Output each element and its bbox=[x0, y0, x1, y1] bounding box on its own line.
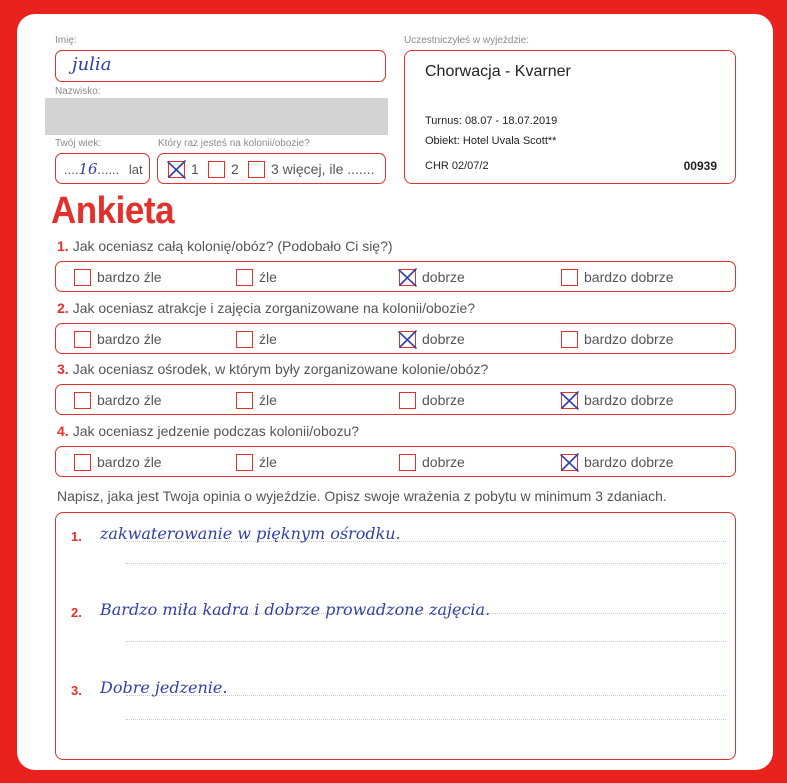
trip-code: CHR 02/07/2 bbox=[425, 160, 489, 172]
trip-info-box bbox=[404, 50, 736, 184]
answer-option[interactable] bbox=[561, 329, 674, 349]
times-option-3[interactable] bbox=[248, 159, 374, 179]
dotted-rule bbox=[126, 719, 726, 720]
answer-option-label: dobrze bbox=[422, 454, 465, 470]
answer-option-label: bardzo źle bbox=[97, 269, 162, 285]
trip-label: Uczestniczyłeś w wyjeździe: bbox=[404, 35, 530, 46]
answer-option-label: bardzo dobrze bbox=[584, 269, 674, 285]
question-3 bbox=[57, 361, 488, 377]
question-1 bbox=[57, 238, 393, 254]
checkbox[interactable] bbox=[561, 331, 578, 348]
answer-option[interactable] bbox=[399, 329, 465, 349]
answer-option[interactable] bbox=[74, 452, 162, 472]
opinion-line-number: 1. bbox=[71, 529, 82, 544]
answer-option-label: dobrze bbox=[422, 392, 465, 408]
checkbox[interactable] bbox=[561, 454, 578, 471]
answer-option[interactable] bbox=[74, 390, 162, 410]
checkbox[interactable] bbox=[74, 331, 91, 348]
opinion-line-text: zakwaterowanie w pięknym ośrodku. bbox=[100, 524, 401, 543]
times-option-2[interactable] bbox=[208, 159, 239, 179]
answer-row-4 bbox=[55, 446, 736, 477]
age-value: 16 bbox=[78, 160, 98, 178]
checkbox[interactable] bbox=[236, 454, 253, 471]
surname-redacted bbox=[45, 98, 388, 135]
cross-mark-icon bbox=[165, 158, 188, 181]
age-suffix: ...... bbox=[97, 162, 120, 177]
checkbox[interactable] bbox=[236, 331, 253, 348]
question-text: Jak oceniasz jedzenie podczas kolonii/obozu? bbox=[72, 423, 360, 439]
age-unit: lat bbox=[128, 162, 143, 177]
dotted-rule bbox=[126, 641, 726, 642]
checkbox[interactable] bbox=[208, 161, 225, 178]
answer-option-label: bardzo źle bbox=[97, 454, 162, 470]
cross-mark-icon bbox=[558, 389, 581, 412]
checkbox[interactable] bbox=[399, 269, 416, 286]
checkbox[interactable] bbox=[236, 269, 253, 286]
times-option-1[interactable] bbox=[168, 159, 199, 179]
cross-mark-icon bbox=[396, 266, 419, 289]
dotted-rule bbox=[126, 563, 726, 564]
checkbox[interactable] bbox=[168, 161, 185, 178]
question-text: Jak oceniasz ośrodek, w którym były zorganizowane kolonie/obóz? bbox=[72, 361, 489, 377]
answer-row-2 bbox=[55, 323, 736, 354]
times-field bbox=[157, 153, 386, 184]
checkbox[interactable] bbox=[561, 392, 578, 409]
answer-option-label: dobrze bbox=[422, 269, 465, 285]
question-number: 2. bbox=[57, 300, 69, 316]
checkbox[interactable] bbox=[561, 269, 578, 286]
answer-row-1 bbox=[55, 261, 736, 292]
answer-option-label: dobrze bbox=[422, 331, 465, 347]
answer-option[interactable] bbox=[561, 452, 674, 472]
checkbox[interactable] bbox=[399, 454, 416, 471]
answer-option-label: bardzo dobrze bbox=[584, 454, 674, 470]
times-option-label: 2 bbox=[231, 161, 239, 177]
surname-label: Nazwisko: bbox=[55, 86, 101, 97]
answer-option-label: bardzo dobrze bbox=[584, 331, 674, 347]
question-number: 4. bbox=[57, 423, 69, 439]
question-number: 3. bbox=[57, 361, 69, 377]
trip-name: Chorwacja - Kvarner bbox=[425, 63, 571, 80]
checkbox[interactable] bbox=[236, 392, 253, 409]
answer-option[interactable] bbox=[236, 452, 277, 472]
times-option-label: 3 więcej, ile ....... bbox=[271, 161, 375, 177]
cross-mark-icon bbox=[396, 328, 419, 351]
name-value: julia bbox=[72, 54, 112, 75]
answer-option[interactable] bbox=[561, 390, 674, 410]
answer-row-3 bbox=[55, 384, 736, 415]
answer-option-label: źle bbox=[259, 331, 277, 347]
name-label: Imię: bbox=[55, 35, 77, 46]
checkbox[interactable] bbox=[399, 392, 416, 409]
trip-obiekt: Obiekt: Hotel Uvala Scott** bbox=[425, 135, 557, 147]
checkbox[interactable] bbox=[399, 331, 416, 348]
answer-option-label: źle bbox=[259, 392, 277, 408]
opinion-line-text: Bardzo miła kadra i dobrze prowadzone zajęcia. bbox=[100, 600, 491, 619]
opinion-line-number: 3. bbox=[71, 683, 82, 698]
question-4 bbox=[57, 423, 359, 439]
answer-option-label: bardzo dobrze bbox=[584, 392, 674, 408]
times-label: Który raz jesteś na kolonii/obozie? bbox=[158, 138, 310, 149]
answer-option-label: źle bbox=[259, 454, 277, 470]
age-field[interactable] bbox=[55, 153, 150, 184]
checkbox[interactable] bbox=[248, 161, 265, 178]
survey-sheet bbox=[17, 14, 773, 770]
trip-turnus: Turnus: 08.07 - 18.07.2019 bbox=[425, 115, 558, 127]
trip-number: 00939 bbox=[683, 159, 717, 173]
age-prefix: .... bbox=[64, 162, 79, 177]
question-text: Jak oceniasz całą kolonię/obóz? (Podobało Ci się?) bbox=[72, 238, 393, 254]
opinion-line-number: 2. bbox=[71, 605, 82, 620]
answer-option[interactable] bbox=[561, 267, 674, 287]
question-2 bbox=[57, 300, 475, 316]
opinion-box[interactable] bbox=[55, 512, 736, 760]
answer-option[interactable] bbox=[236, 329, 277, 349]
times-option-label: 1 bbox=[191, 161, 199, 177]
answer-option-label: źle bbox=[259, 269, 277, 285]
age-label: Twój wiek: bbox=[55, 138, 102, 149]
answer-option[interactable] bbox=[236, 267, 277, 287]
answer-option[interactable] bbox=[74, 329, 162, 349]
answer-option-label: bardzo źle bbox=[97, 331, 162, 347]
checkbox[interactable] bbox=[74, 454, 91, 471]
name-field[interactable] bbox=[55, 50, 386, 82]
cross-mark-icon bbox=[558, 451, 581, 474]
answer-option[interactable] bbox=[74, 267, 162, 287]
opinion-line-text: Dobre jedzenie. bbox=[100, 678, 228, 697]
answer-option[interactable] bbox=[236, 390, 277, 410]
opinion-prompt: Napisz, jaka jest Twoja opinia o wyjeździe. Opisz swoje wrażenia z pobytu w minimum 3 zdaniach. bbox=[57, 488, 667, 504]
answer-option-label: bardzo źle bbox=[97, 392, 162, 408]
question-number: 1. bbox=[57, 238, 69, 254]
answer-option[interactable] bbox=[399, 452, 465, 472]
survey-title: Ankieta bbox=[51, 190, 175, 232]
answer-option[interactable] bbox=[399, 390, 465, 410]
checkbox[interactable] bbox=[74, 392, 91, 409]
answer-option[interactable] bbox=[399, 267, 465, 287]
question-text: Jak oceniasz atrakcje i zajęcia zorganizowane na kolonii/obozie? bbox=[72, 300, 476, 316]
checkbox[interactable] bbox=[74, 269, 91, 286]
